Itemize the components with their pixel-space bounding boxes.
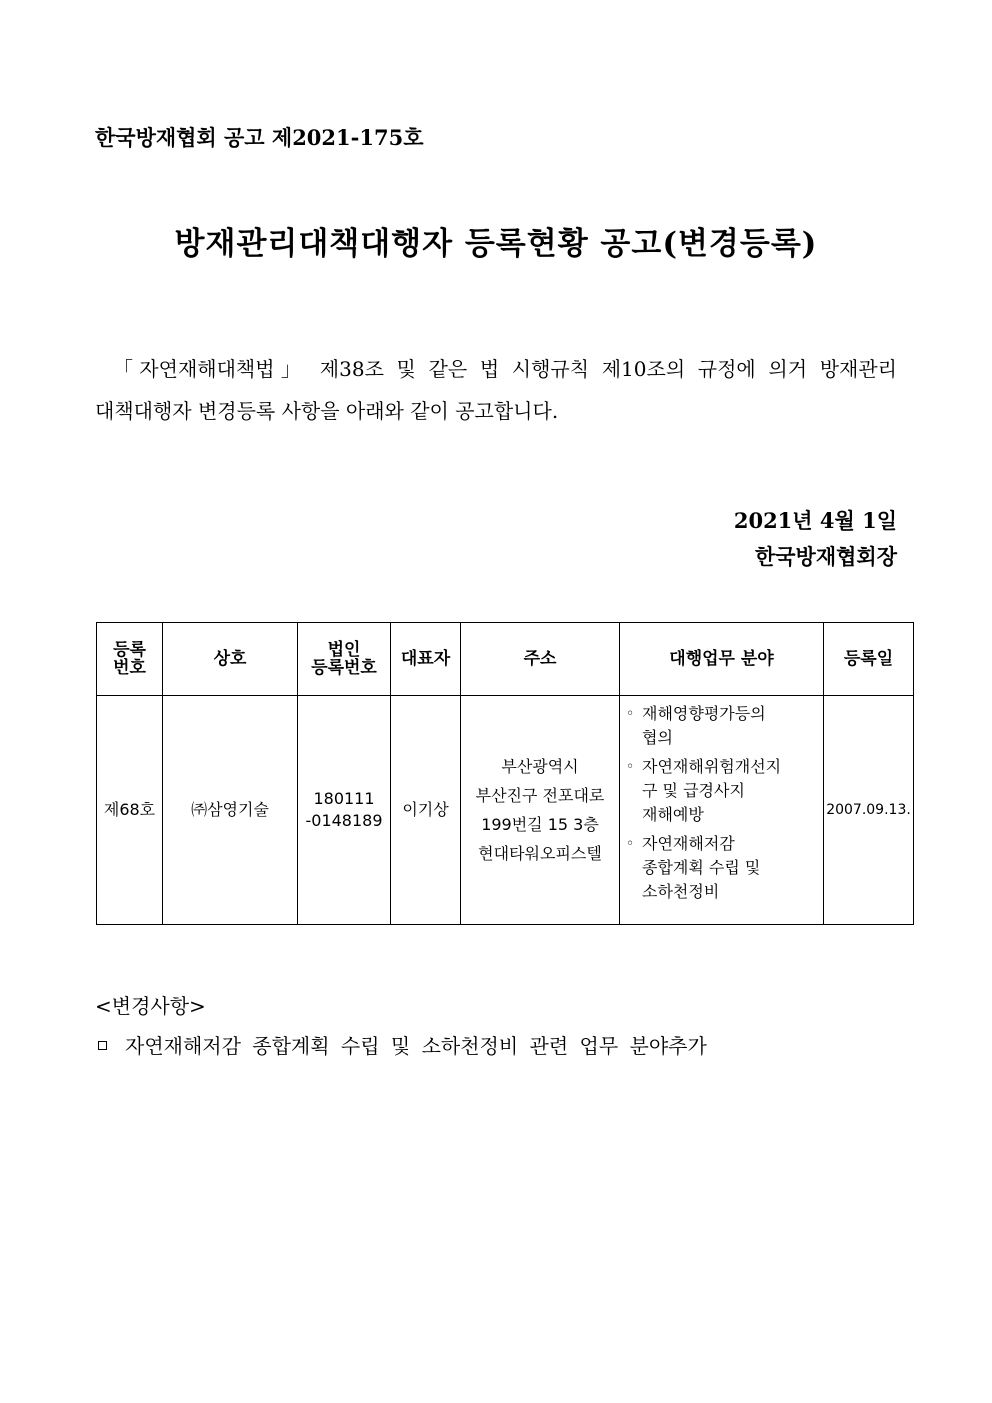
corp-no-line-1: 180111 — [313, 789, 375, 808]
cell-fields — [620, 696, 824, 925]
header-corp-no-line-1: 법인 — [327, 640, 361, 660]
field-line: 협의 — [642, 728, 673, 747]
cell-representative: 이기상 — [391, 696, 461, 925]
issuer-name: 한국방재협회장 — [754, 544, 897, 569]
cell-reg-no: 제68호 — [97, 696, 163, 925]
field-line: 종합계획 수립 및 — [642, 858, 761, 877]
field-line: 구 및 급경사지 — [642, 781, 745, 800]
address-line-2: 부산진구 전포대로 — [475, 786, 605, 805]
registration-table — [96, 622, 914, 925]
notice-date: 2021년 4월 1일 — [733, 508, 897, 533]
header-corp-no — [298, 623, 391, 696]
field-line: 재해예방 — [642, 805, 704, 824]
bullet-icon: ◦ — [626, 836, 635, 852]
field-line: 자연재해위험개선지 — [642, 757, 782, 776]
notice-body-line-1: 「자연재해대책법」 제38조 및 같은 법 시행규칙 제10조의 규정에 의거 방재관리 — [113, 357, 897, 381]
header-reg-no-line-1: 등록 — [113, 640, 146, 660]
change-item-text: 자연재해저감 종합계획 수립 및 소하천정비 관련 업무 분야추가 — [125, 1034, 707, 1058]
header-company: 상호 — [163, 623, 298, 696]
header-reg-no-line-2: 번호 — [113, 658, 146, 678]
header-corp-no-line-2: 등록번호 — [311, 658, 377, 678]
bullet-icon: ◦ — [626, 759, 635, 775]
header-representative: 대표자 — [391, 623, 461, 696]
field-line: 재해영향평가등의 — [642, 704, 766, 723]
field-line: 자연재해저감 — [642, 834, 735, 853]
cell-reg-date: 2007.09.13. — [824, 696, 914, 925]
header-fields: 대행업무 분야 — [620, 623, 824, 696]
header-reg-no — [97, 623, 163, 696]
address-line-3: 199번길 15 3층 — [481, 815, 599, 834]
header-address: 주소 — [461, 623, 620, 696]
address-line-4: 현대타워오피스텔 — [478, 844, 602, 863]
table-header-row — [97, 623, 914, 696]
document-title: 방재관리대책대행자 등록현황 공고(변경등록) — [174, 226, 818, 262]
corp-no-line-2: -0148189 — [305, 811, 383, 830]
notice-number: 한국방재협회 공고 제2021-175호 — [95, 125, 424, 150]
change-item — [98, 1030, 707, 1059]
field-item — [624, 702, 819, 750]
field-line: 소하천정비 — [642, 882, 720, 901]
changes-heading: <변경사항> — [95, 994, 206, 1018]
address-line-1: 부산광역시 — [501, 757, 579, 776]
notice-body — [95, 348, 897, 432]
cell-company: ㈜삼영기술 — [163, 696, 298, 925]
field-item — [624, 755, 819, 827]
table-row — [97, 696, 914, 925]
cell-address — [461, 696, 620, 925]
square-bullet-icon — [98, 1041, 107, 1050]
header-reg-date: 등록일 — [824, 623, 914, 696]
cell-corp-no — [298, 696, 391, 925]
field-item — [624, 832, 819, 904]
notice-body-line-2: 대책대행자 변경등록 사항을 아래와 같이 공고합니다. — [95, 399, 559, 423]
bullet-icon: ◦ — [626, 706, 635, 722]
